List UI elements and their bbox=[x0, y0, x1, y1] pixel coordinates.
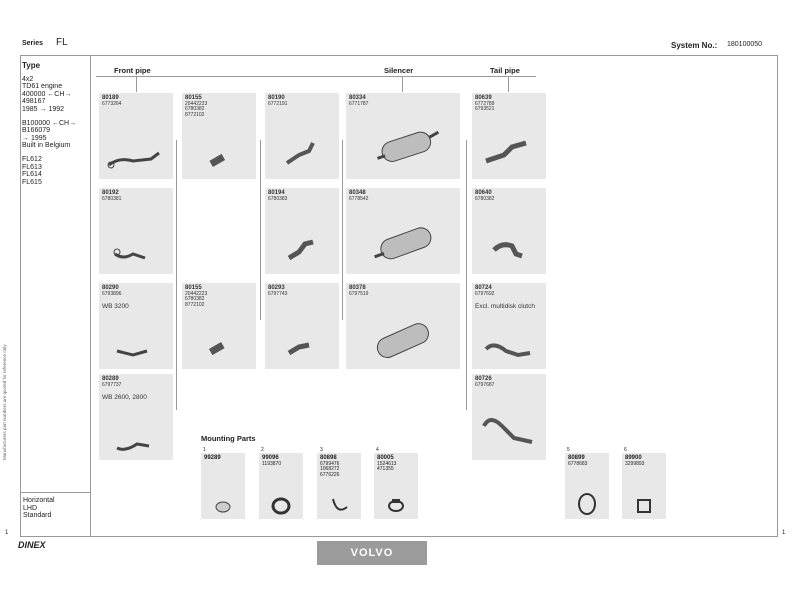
mount-index: 4 bbox=[376, 447, 379, 453]
part-card[interactable] bbox=[99, 283, 173, 369]
pipe-icon bbox=[265, 129, 339, 179]
type-line: B100000 ←CH→ bbox=[22, 119, 77, 127]
reference-number: 6772191 bbox=[268, 100, 288, 107]
front-pipe-icon bbox=[99, 129, 173, 179]
connector bbox=[136, 76, 137, 92]
mount-index: 3 bbox=[320, 447, 323, 453]
part-card[interactable] bbox=[265, 188, 339, 274]
part-number: 80726 bbox=[475, 376, 492, 382]
mount-card[interactable] bbox=[317, 453, 361, 519]
reference-number: 1193870 bbox=[262, 460, 282, 467]
header-rule bbox=[20, 55, 778, 56]
tail-pipe-icon bbox=[472, 224, 546, 274]
spec-line: Horizontal bbox=[23, 497, 55, 504]
spec-panel bbox=[23, 497, 55, 520]
tail-pipe-icon bbox=[472, 129, 546, 179]
reference-number: 6780382 bbox=[475, 195, 495, 202]
connector bbox=[508, 76, 509, 92]
type-line: Built in Belgium bbox=[22, 142, 71, 150]
connector bbox=[260, 140, 261, 320]
part-number: 80640 bbox=[475, 190, 492, 196]
part-note: WB 3200 bbox=[102, 303, 129, 311]
connector bbox=[176, 140, 177, 410]
part-number: 89900 bbox=[625, 455, 642, 461]
part-number: 99289 bbox=[204, 455, 221, 461]
left-border bbox=[20, 55, 21, 537]
part-card[interactable] bbox=[99, 188, 173, 274]
mount-card[interactable] bbox=[374, 453, 418, 519]
pipe-icon bbox=[265, 224, 339, 274]
reference-number: 6797519 bbox=[349, 290, 369, 297]
section-rule bbox=[96, 76, 536, 77]
mount-card[interactable] bbox=[259, 453, 303, 519]
spec-rule bbox=[20, 492, 90, 493]
part-card[interactable] bbox=[472, 374, 546, 460]
type-panel bbox=[22, 62, 76, 186]
spec-line: Standard bbox=[23, 512, 52, 520]
part-card[interactable] bbox=[182, 93, 256, 179]
clamp-icon bbox=[182, 139, 256, 179]
type-line: FL613 bbox=[22, 163, 42, 171]
dinex-logo: DINEX bbox=[18, 540, 46, 550]
type-line: 498167 bbox=[22, 98, 46, 106]
type-title: Type bbox=[22, 61, 41, 70]
tail-pipe-icon bbox=[472, 404, 546, 460]
series-value: FL bbox=[56, 37, 68, 48]
mount-index: 6 bbox=[624, 447, 627, 453]
type-line: FL615 bbox=[22, 178, 42, 186]
connector bbox=[342, 140, 343, 320]
part-number: 99096 bbox=[262, 455, 279, 461]
part-number: 80378 bbox=[349, 285, 366, 291]
part-number: 80155 bbox=[185, 95, 202, 101]
silencer-icon bbox=[346, 119, 460, 179]
mount-index: 2 bbox=[261, 447, 264, 453]
clamp-ring-icon bbox=[259, 495, 303, 517]
clamp-icon bbox=[374, 495, 418, 517]
part-number: 80189 bbox=[102, 95, 119, 101]
type-line: 1985 → 1992 bbox=[22, 105, 65, 113]
part-number: 80898 bbox=[320, 455, 337, 461]
mount-card[interactable] bbox=[622, 453, 666, 519]
page-mark-left: 1 bbox=[5, 530, 9, 536]
part-card[interactable] bbox=[182, 283, 256, 369]
reference-number: 20442223 6780382 8772102 bbox=[185, 290, 208, 308]
reference-number: 6797737 bbox=[102, 381, 122, 388]
part-note: WB 2600, 2800 bbox=[102, 394, 147, 402]
part-card[interactable] bbox=[472, 93, 546, 179]
side-disclaimer: Manufacturers part numbers are quoted for reference only bbox=[2, 344, 7, 460]
part-number: 80639 bbox=[475, 95, 492, 101]
front-pipe-icon bbox=[99, 329, 173, 369]
series-label: Series bbox=[22, 40, 44, 47]
type-line: FL614 bbox=[22, 171, 42, 179]
front-pipe-icon bbox=[99, 420, 173, 460]
reference-number: 6797687 bbox=[475, 381, 495, 388]
part-number: 80334 bbox=[349, 95, 366, 101]
part-card[interactable] bbox=[265, 93, 339, 179]
reference-number: 6771787 bbox=[349, 100, 369, 107]
reference-number: 6778683 bbox=[568, 460, 588, 467]
section-silencer: Silencer bbox=[384, 66, 414, 75]
reference-number: 1524613 471355 bbox=[377, 460, 397, 473]
part-card[interactable] bbox=[472, 188, 546, 274]
type-line: B166079 bbox=[22, 127, 51, 135]
reference-number: 6772789 6793521 bbox=[475, 100, 495, 113]
spec-line: LHD bbox=[23, 504, 38, 512]
section-mounting-parts: Mounting Parts bbox=[201, 434, 256, 443]
mount-index: 1 bbox=[203, 447, 206, 453]
type-line: TD61 engine bbox=[22, 83, 63, 91]
connector bbox=[402, 76, 403, 92]
part-note: Excl. multidisk clutch bbox=[475, 303, 535, 311]
connector bbox=[466, 140, 467, 410]
page-number: 1 bbox=[782, 530, 786, 536]
silencer-icon bbox=[346, 214, 460, 274]
part-number: 80192 bbox=[102, 190, 119, 196]
reference-number: 6797743 bbox=[268, 290, 288, 297]
type-line: → 1995 bbox=[22, 134, 47, 142]
part-card[interactable] bbox=[346, 93, 460, 179]
mount-index: 5 bbox=[567, 447, 570, 453]
part-card[interactable] bbox=[99, 374, 173, 460]
front-pipe-icon bbox=[99, 224, 173, 274]
sleeve-icon bbox=[201, 497, 245, 517]
tail-pipe-icon bbox=[472, 329, 546, 369]
reference-number: 6778542 bbox=[349, 195, 369, 202]
part-card[interactable] bbox=[472, 283, 546, 369]
part-number: 80155 bbox=[185, 285, 202, 291]
section-front-pipe: Front pipe bbox=[114, 66, 151, 75]
mount-card[interactable] bbox=[201, 453, 245, 519]
type-line: 4x2 bbox=[22, 75, 34, 83]
reference-number: 6793896 bbox=[102, 290, 122, 297]
bottom-rule bbox=[20, 536, 778, 537]
part-number: 80293 bbox=[268, 285, 285, 291]
panel-divider bbox=[90, 55, 91, 537]
part-number: 80724 bbox=[475, 285, 492, 291]
part-card[interactable] bbox=[346, 283, 460, 369]
part-card[interactable] bbox=[99, 93, 173, 179]
part-number: 80899 bbox=[568, 455, 585, 461]
part-number: 80190 bbox=[268, 95, 285, 101]
part-number: 80005 bbox=[377, 455, 394, 461]
reference-number: 6780381 bbox=[102, 195, 122, 202]
section-tail-pipe: Tail pipe bbox=[490, 66, 520, 75]
type-line: FL612 bbox=[22, 155, 42, 163]
part-card[interactable] bbox=[346, 188, 460, 274]
right-border bbox=[777, 55, 778, 537]
brand-banner: VOLVO bbox=[317, 541, 427, 565]
system-label: System No.: bbox=[671, 41, 718, 50]
reference-number: 6773264 bbox=[102, 100, 122, 107]
clamp-icon bbox=[182, 329, 256, 369]
reference-number: 20442223 6780382 8772102 bbox=[185, 100, 208, 118]
reference-number: 3299893 bbox=[625, 460, 645, 467]
gasket-ring-icon bbox=[565, 491, 609, 517]
reference-number: 6797692 bbox=[475, 290, 495, 297]
part-number: 80289 bbox=[102, 376, 119, 382]
nut-icon bbox=[622, 495, 666, 517]
part-card[interactable] bbox=[265, 283, 339, 369]
type-line: 400000 ←CH→ bbox=[22, 90, 72, 98]
pipe-icon bbox=[265, 329, 339, 369]
reference-number: 6799476 1068272 6776226 bbox=[320, 460, 340, 478]
part-number: 80348 bbox=[349, 190, 366, 196]
part-number: 80194 bbox=[268, 190, 285, 196]
part-number: 80290 bbox=[102, 285, 119, 291]
mount-card[interactable] bbox=[565, 453, 609, 519]
silencer-icon bbox=[346, 313, 460, 369]
reference-number: 6780383 bbox=[268, 195, 288, 202]
bracket-icon bbox=[317, 495, 361, 517]
system-value: 180100050 bbox=[727, 41, 763, 48]
